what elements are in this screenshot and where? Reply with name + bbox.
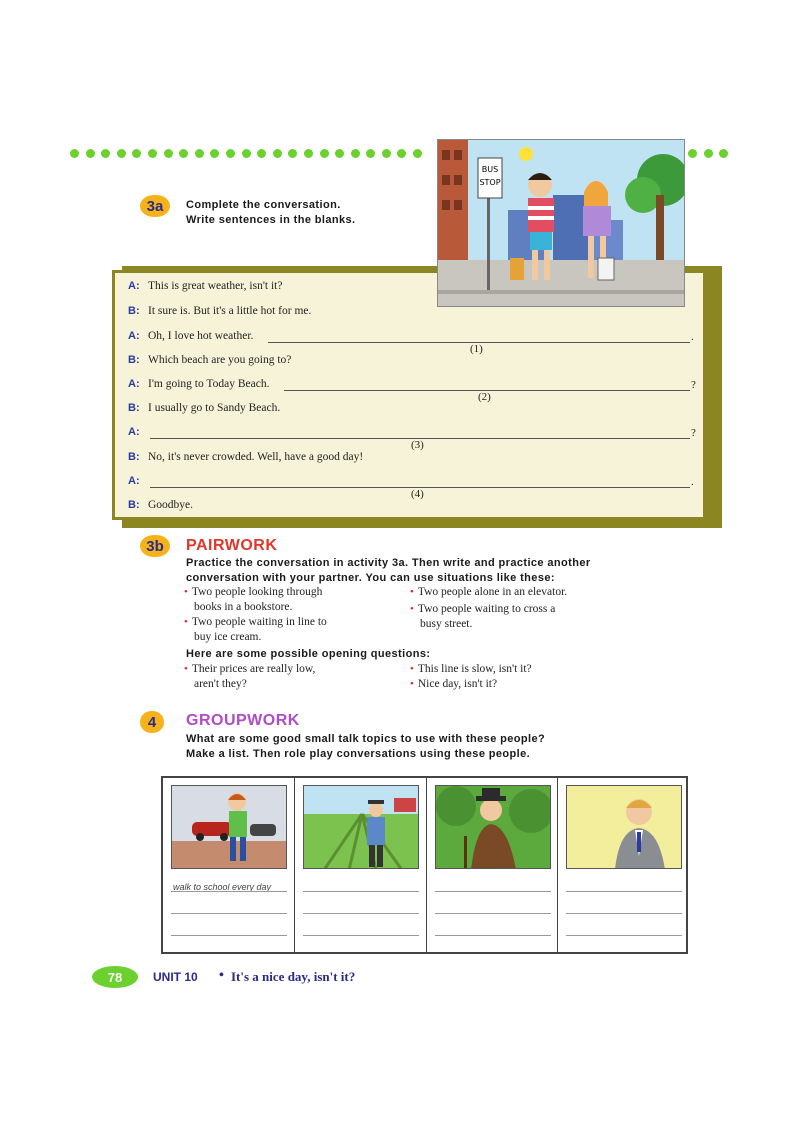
bullet-item	[410, 662, 532, 677]
dotted-divider-left	[70, 149, 440, 163]
divider-dot	[210, 149, 219, 158]
old-man-picture	[435, 785, 551, 869]
answer-line[interactable]	[566, 935, 682, 936]
conversation-line	[128, 305, 311, 321]
instruction-line: Complete the conversation.	[186, 199, 341, 211]
bullet-text: Nice day, isn't it?	[417, 678, 498, 690]
instruction-line: Make a list. Then role play conversations using these people.	[186, 748, 531, 760]
bullet-text: Their prices are really low,	[191, 663, 316, 675]
activity-3a-instructions	[186, 198, 356, 228]
speaker-label: A:	[128, 330, 140, 342]
speaker-label: B:	[128, 499, 140, 511]
activity-3b-instructions	[186, 556, 591, 586]
divider-dot	[257, 149, 266, 158]
farmer-drawing	[304, 786, 419, 869]
conversation-line	[128, 426, 148, 442]
blank-number: (2)	[478, 391, 491, 403]
end-punctuation: .	[691, 331, 694, 343]
person-cell-old-man	[427, 778, 559, 952]
instruction-line: Practice the conversation in activity 3a. Then write and practice another	[186, 557, 591, 569]
answer-line[interactable]	[171, 935, 287, 936]
bus-sign-text: BUS	[481, 165, 499, 174]
bullet-dot: •	[410, 603, 414, 615]
blank-number: (1)	[470, 343, 483, 355]
bullet-text: aren't they?	[194, 678, 247, 690]
divider-dot	[226, 149, 235, 158]
unit-title: It's a nice day, isn't it?	[231, 969, 356, 984]
speaker-label: A:	[128, 280, 140, 292]
divider-dot	[242, 149, 251, 158]
example-answer: walk to school every day	[173, 882, 272, 892]
bullet-text: Two people looking through	[191, 586, 323, 598]
divider-dot	[164, 149, 173, 158]
conversation-line	[128, 402, 280, 418]
pairwork-title: PAIRWORK	[186, 537, 278, 554]
divider-dot	[195, 149, 204, 158]
divider-dot	[179, 149, 188, 158]
speaker-label: B:	[128, 402, 140, 414]
bullet-text: Two people waiting to cross a	[417, 603, 556, 615]
bullet-dot: •	[410, 586, 414, 598]
unit-label: UNIT 10	[153, 970, 198, 984]
activity-badge-4: 4	[140, 711, 164, 733]
bullet-item	[184, 585, 322, 615]
line-text: This is great weather, isn't it?	[148, 280, 283, 292]
speaker-label: B:	[128, 354, 140, 366]
divider-dot	[397, 149, 406, 158]
divider-dot	[304, 149, 313, 158]
speaker-label: B:	[128, 305, 140, 317]
conversation-line	[128, 280, 282, 296]
end-punctuation: ?	[691, 379, 696, 391]
blank-number: (4)	[411, 488, 424, 500]
bullet-text: busy street.	[420, 618, 473, 630]
activity-badge-3a: 3a	[140, 195, 170, 217]
answer-line[interactable]	[303, 935, 419, 936]
bullet-dot: •	[410, 678, 414, 690]
dotted-divider-right	[688, 149, 734, 163]
line-text: Which beach are you going to?	[148, 354, 292, 366]
answer-line[interactable]	[303, 891, 419, 892]
divider-dot	[335, 149, 344, 158]
bullet-item	[184, 615, 327, 645]
bus-stop-illustration	[437, 139, 685, 307]
instruction-line: Write sentences in the blanks.	[186, 214, 356, 226]
divider-dot	[382, 149, 391, 158]
blank-number: (3)	[411, 439, 424, 451]
boy-walking-picture	[171, 785, 287, 869]
line-text: I'm going to Today Beach.	[148, 378, 270, 390]
divider-dot	[148, 149, 157, 158]
answer-line[interactable]	[435, 913, 551, 914]
line-text: No, it's never crowded. Well, have a good day!	[148, 451, 364, 463]
divider-dot	[704, 149, 713, 158]
bullet-text: buy ice cream.	[194, 631, 262, 643]
bullet-item	[410, 677, 497, 692]
answer-line[interactable]	[566, 913, 682, 914]
boy-walking-drawing	[172, 786, 287, 869]
bullet-dot: •	[184, 616, 188, 628]
instruction-line: What are some good small talk topics to use with these people?	[186, 733, 546, 745]
divider-dot	[351, 149, 360, 158]
answer-line[interactable]	[303, 913, 419, 914]
speaker-label: B:	[128, 451, 140, 463]
conversation-line	[128, 475, 148, 491]
speaker-label: A:	[128, 475, 140, 487]
activity-badge-3b: 3b	[140, 535, 170, 557]
end-punctuation: .	[691, 476, 694, 488]
answer-line[interactable]	[566, 891, 682, 892]
businessman-picture	[566, 785, 682, 869]
bullet-dot: •	[184, 663, 188, 675]
conversation-line	[128, 451, 363, 467]
answer-line[interactable]	[171, 913, 287, 914]
businessman-drawing	[567, 786, 682, 869]
bus-sign-text: STOP	[479, 178, 501, 187]
conversation-line	[128, 354, 291, 370]
answer-line[interactable]	[435, 935, 551, 936]
line-text: It sure is. But it's a little hot for me.	[148, 305, 312, 317]
speaker-label: A:	[128, 378, 140, 390]
divider-dot	[719, 149, 728, 158]
bullet-item	[410, 602, 555, 632]
divider-dot	[132, 149, 141, 158]
conversation-line	[128, 499, 193, 515]
person-cell-farmer	[295, 778, 427, 952]
line-text: Oh, I love hot weather.	[148, 330, 254, 342]
person-cell-businessman	[558, 778, 690, 952]
bullet-text: Two people waiting in line to	[191, 616, 327, 628]
person-cell-boy	[163, 778, 295, 952]
answer-line[interactable]	[171, 891, 287, 892]
footer-bullet: •	[219, 968, 224, 983]
bullet-text: Two people alone in an elevator.	[417, 586, 568, 598]
divider-dot	[117, 149, 126, 158]
farmer-picture	[303, 785, 419, 869]
bullet-dot: •	[184, 586, 188, 598]
divider-dot	[366, 149, 375, 158]
bullet-text: This line is slow, isn't it?	[417, 663, 532, 675]
activity-4-instructions	[186, 732, 545, 762]
groupwork-title: GROUPWORK	[186, 712, 300, 729]
line-text: I usually go to Sandy Beach.	[148, 402, 281, 414]
speaker-label: A:	[128, 426, 140, 438]
bullet-text: books in a bookstore.	[194, 601, 293, 613]
bullet-dot: •	[410, 663, 414, 675]
questions-heading: Here are some possible opening questions:	[186, 648, 431, 660]
line-text: Goodbye.	[148, 499, 194, 511]
page-number: 78	[92, 966, 138, 988]
end-punctuation: ?	[691, 427, 696, 439]
old-man-drawing	[436, 786, 551, 869]
bullet-item	[184, 662, 315, 692]
divider-dot	[70, 149, 79, 158]
divider-dot	[320, 149, 329, 158]
divider-dot	[288, 149, 297, 158]
divider-dot	[101, 149, 110, 158]
bullet-item	[410, 585, 567, 600]
instruction-line: conversation with your partner. You can use situations like these:	[186, 572, 555, 584]
divider-dot	[413, 149, 422, 158]
bus-stop-scene-drawing	[438, 140, 685, 307]
people-grid	[161, 776, 688, 954]
conversation-line	[128, 378, 269, 394]
divider-dot	[273, 149, 282, 158]
divider-dot	[86, 149, 95, 158]
conversation-line	[128, 330, 253, 346]
answer-line[interactable]	[435, 891, 551, 892]
divider-dot	[688, 149, 697, 158]
